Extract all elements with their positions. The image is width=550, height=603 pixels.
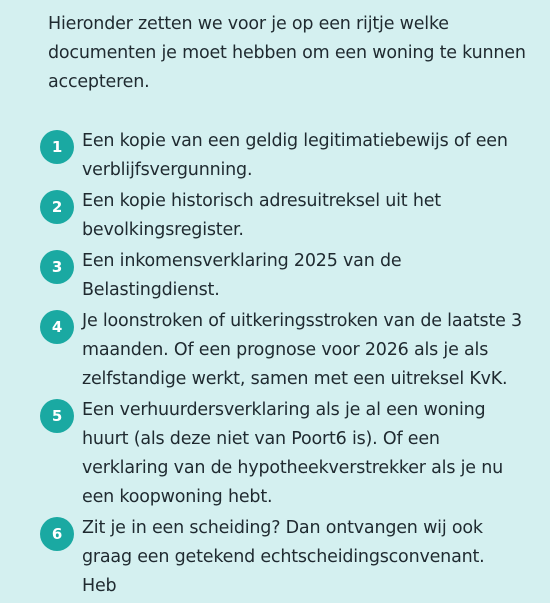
intro-text: Hieronder zetten we voor je op een rijtje welke documenten je moet hebben om een woning te kunnen accepteren.	[48, 14, 526, 92]
list-item-text: Een kopie historisch adresuitreksel uit het bevolkingsregister.	[82, 191, 441, 240]
list-item-text: Een verhuurdersverklaring als je al een woning huurt (als deze niet van Poort6 is). Of een verklaring van de hypotheekverstrekker als je nu een koopwoning hebt.	[82, 400, 503, 507]
step-number-badge: 3	[40, 250, 74, 284]
list-item-text: Je loonstroken of uitkeringsstroken van de laatste 3 maanden. Of een prognose voor 2026 als je als zelfstandige werkt, samen met een uitreksel KvK.	[82, 311, 522, 389]
list-item	[0, 307, 550, 394]
step-number-badge: 2	[40, 190, 74, 224]
list-item-text: Zit je in een scheiding? Dan ontvangen wij ook graag een getekend echtscheidingsconvenant. Heb	[82, 518, 485, 596]
list-item	[0, 127, 550, 185]
step-number-badge: 5	[40, 399, 74, 433]
step-number-badge: 4	[40, 310, 74, 344]
list-item	[0, 247, 550, 305]
list-item-text: Een inkomensverklaring 2025 van de Belastingdienst.	[82, 251, 402, 300]
required-documents-list	[0, 127, 550, 603]
list-item-text: Een kopie van een geldig legitimatiebewijs of een verblijfsvergunning.	[82, 131, 508, 180]
list-item	[0, 187, 550, 245]
list-item	[0, 514, 550, 601]
step-number-badge: 6	[40, 517, 74, 551]
step-number-badge: 1	[40, 130, 74, 164]
list-item	[0, 396, 550, 512]
